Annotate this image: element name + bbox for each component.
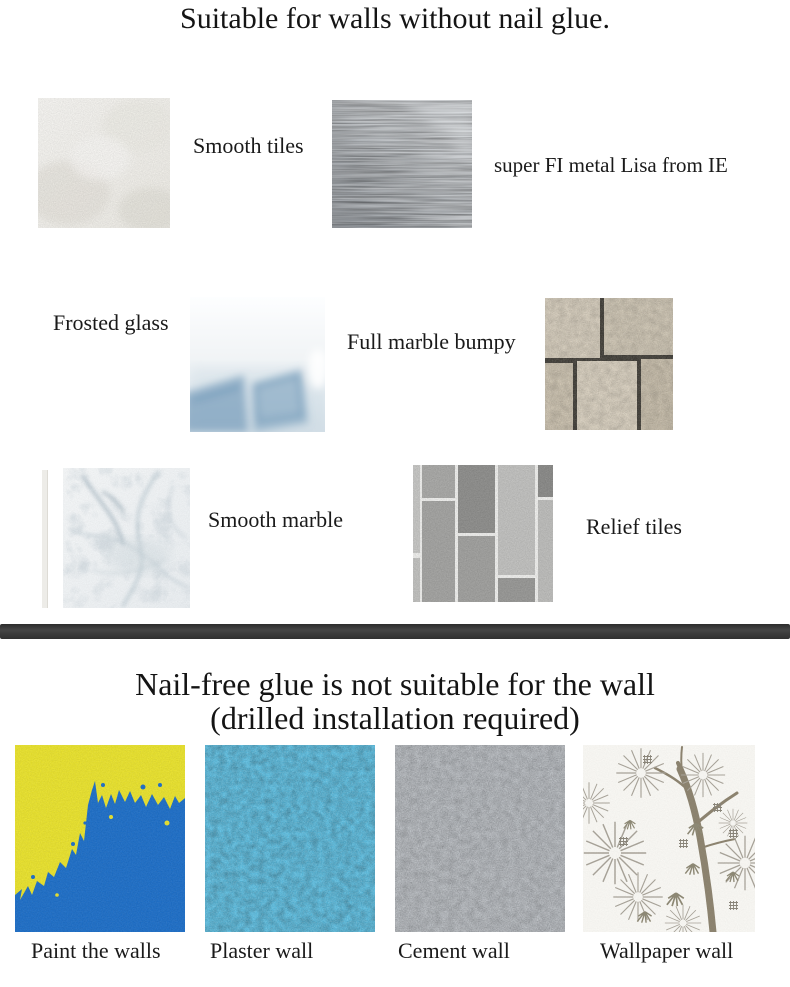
smooth-tiles-image — [38, 98, 170, 228]
plaster-wall-image — [205, 745, 375, 932]
smooth-marble-edge-strip — [42, 470, 48, 608]
cement-wall-label: Cement wall — [398, 938, 510, 963]
relief-tiles-label: Relief tiles — [586, 514, 682, 539]
frosted-glass-image — [190, 297, 325, 432]
smooth-marble-image — [63, 468, 190, 608]
smooth-marble-label: Smooth marble — [208, 507, 344, 532]
suitable-section-title: Suitable for walls without nail glue. — [180, 2, 610, 35]
unsuitable-section-title-line2: (drilled installation required) — [210, 700, 580, 736]
bumpy-marble-mosaic-image — [545, 298, 673, 430]
wallpaper-wall-image — [583, 745, 755, 932]
painted-wall-label: Paint the walls — [31, 938, 161, 963]
frosted-glass-label: Frosted glass — [53, 310, 169, 335]
smooth-tiles-label: Smooth tiles — [193, 133, 304, 158]
wallpaper-wall-label: Wallpaper wall — [600, 938, 734, 963]
brushed-metal-label: super FI metal Lisa from IE — [494, 153, 728, 177]
plaster-wall-label: Plaster wall — [210, 938, 314, 963]
brushed-metal-image — [332, 100, 472, 228]
section-divider — [0, 624, 790, 639]
bumpy-marble-label: Full marble bumpy — [347, 329, 516, 354]
relief-tiles-image — [413, 465, 553, 602]
painted-wall-image — [15, 745, 185, 932]
cement-wall-image — [395, 745, 565, 932]
unsuitable-section-title-line1: Nail-free glue is not suitable for the wall — [135, 666, 655, 702]
